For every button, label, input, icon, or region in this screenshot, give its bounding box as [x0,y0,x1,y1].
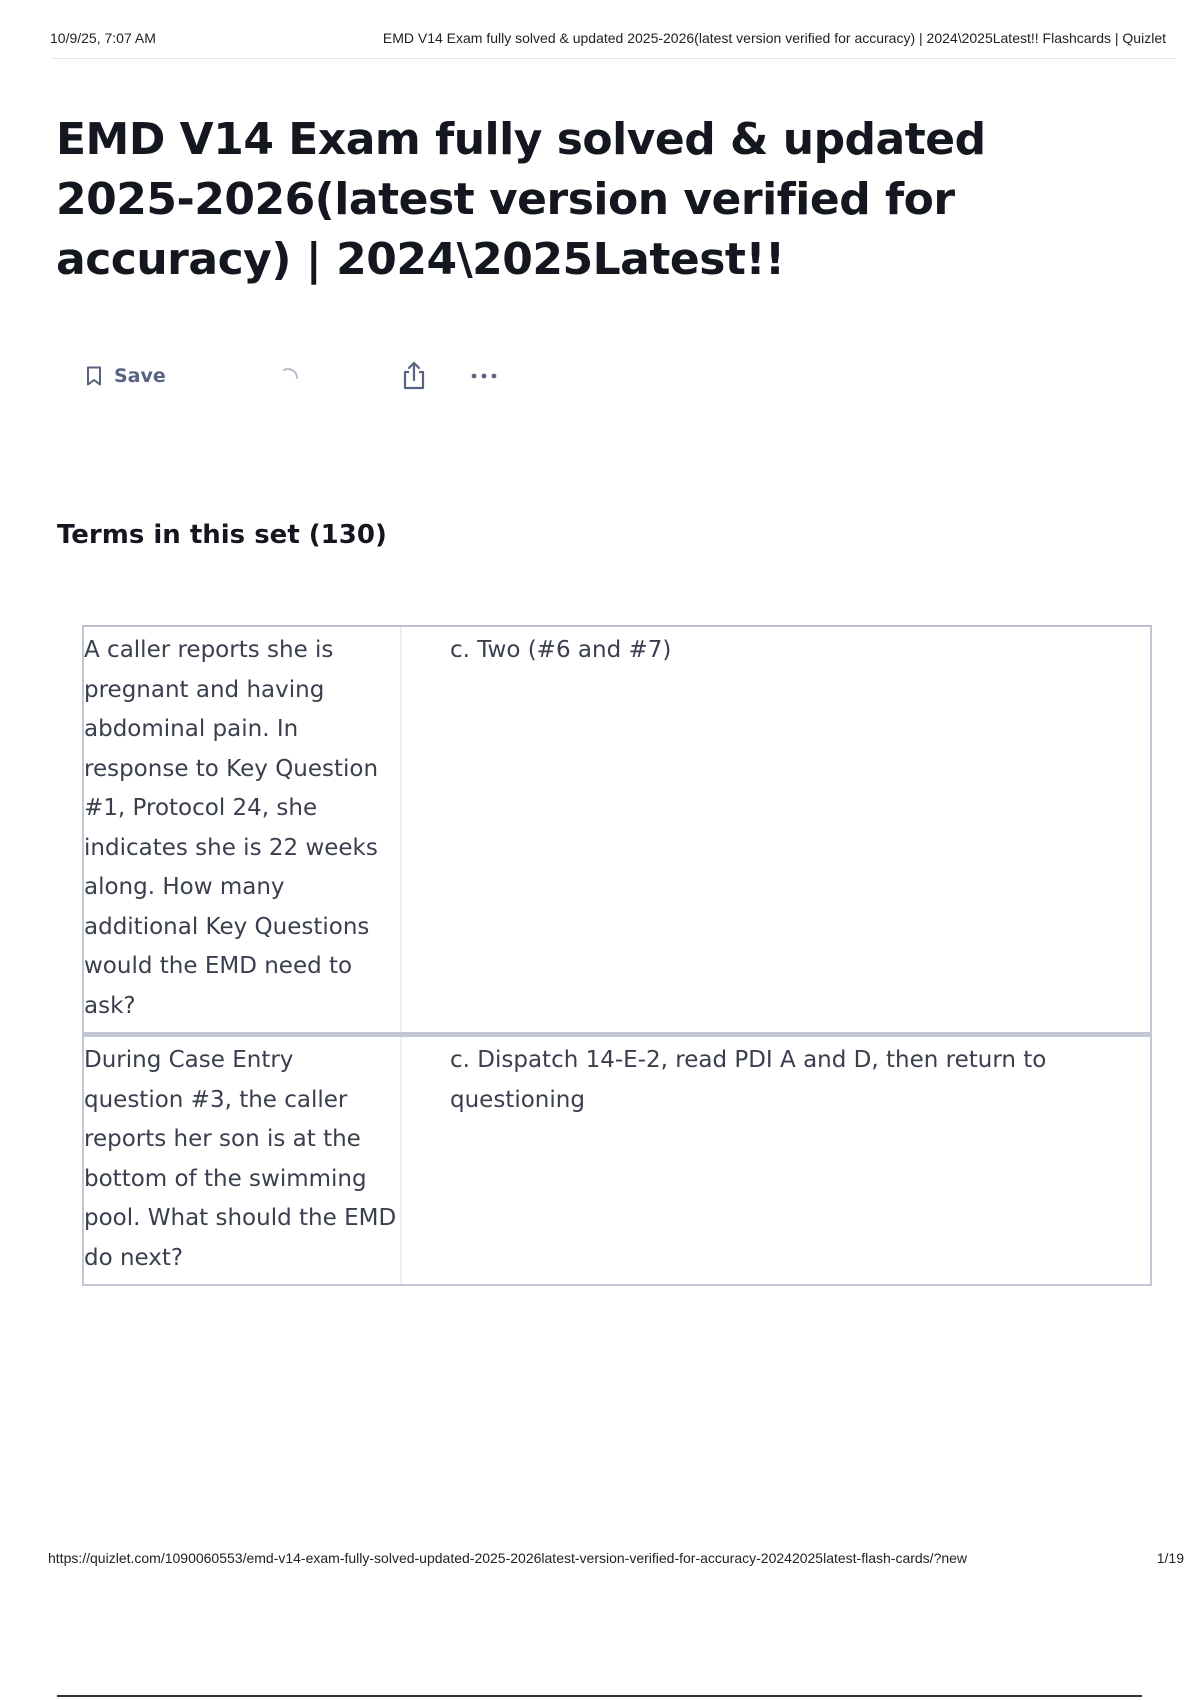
print-datetime: 10/9/25, 7:07 AM [50,30,156,46]
page-number: 1/19 [1156,1550,1184,1566]
term-text: A caller reports she is pregnant and having abdominal pain. In response to Key Question #1, Protocol 24, she indicates she is 22 weeks along. How many additional Key Questions would the EMD need to ask? [84,627,402,1032]
bookmark-icon [86,366,102,386]
save-label: Save [114,365,166,387]
page-url: https://quizlet.com/1090060553/emd-v14-exam-fully-solved-updated-2025-2026latest-version-verified-for-accuracy-20242025latest-flash-cards/?new [48,1550,968,1566]
share-icon [398,377,430,396]
more-options-button[interactable] [466,360,506,392]
print-document-title: EMD V14 Exam fully solved & updated 2025-2026(latest version verified for accuracy) | 2024\2025Latest!! Flashcards | Quizlet [382,30,1166,46]
share-button[interactable] [398,360,430,392]
set-actions-toolbar [86,358,526,394]
page-title: EMD V14 Exam fully solved & updated 2025-2026(latest version verified for accuracy) | 2024\2025Latest!! [56,114,986,285]
definition-text: c. Dispatch 14-E-2, read PDI A and D, then return to questioning [450,1047,1047,1113]
print-header [50,30,1166,46]
bottom-divider [57,1695,1142,1697]
header-divider [52,58,1176,59]
more-horizontal-icon [466,377,506,396]
term-text: During Case Entry question #3, the caller reports her son is at the bottom of the swimming pool. What should the EMD do next? [84,1037,402,1284]
save-button[interactable] [86,358,166,394]
terms-heading: Terms in this set (130) [57,520,387,550]
definition-text: c. Two (#6 and #7) [450,637,672,663]
terms-table [82,625,1152,1286]
print-footer [48,1550,1184,1566]
spinner-icon [278,364,302,388]
term-row [82,626,1152,1034]
term-row [82,1034,1152,1286]
